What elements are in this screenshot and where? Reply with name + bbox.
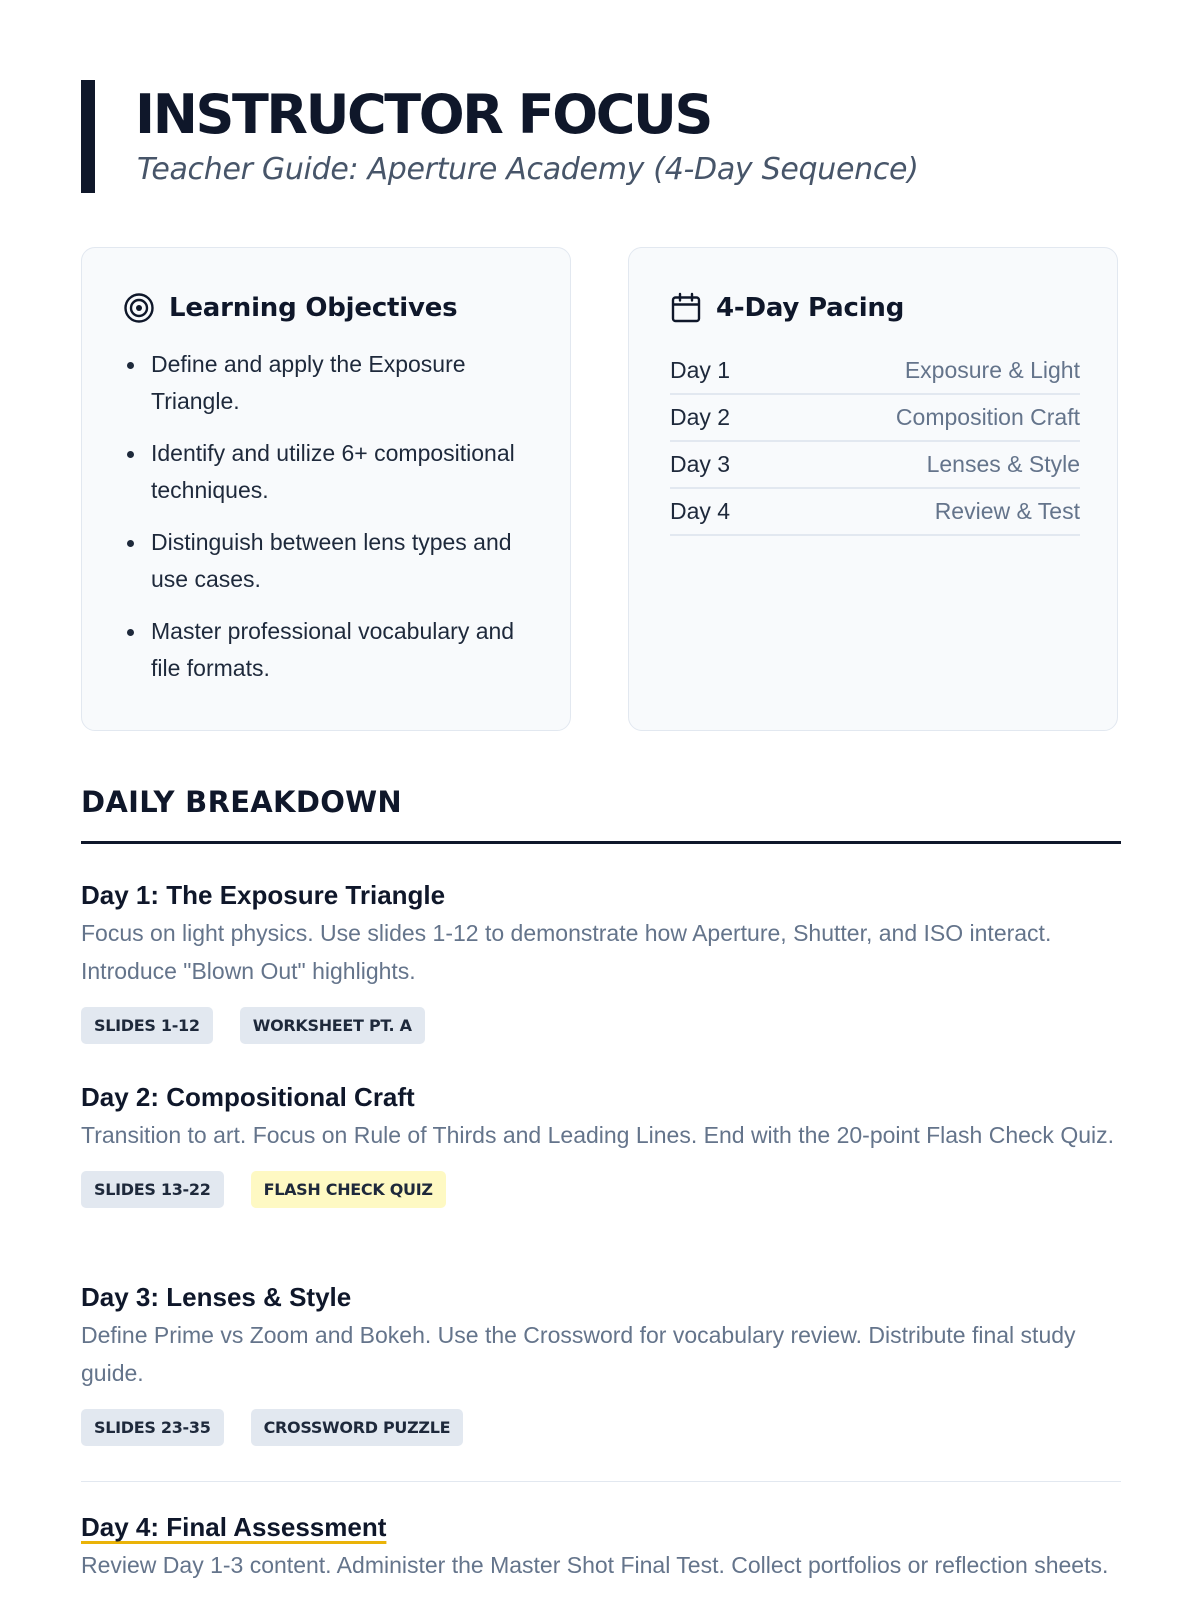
pacing-row: [670, 395, 1080, 442]
objectives-header: [123, 292, 457, 324]
objective-item: Identify and utilize 6+ compositional techniques.: [123, 435, 543, 509]
day-1-section: [81, 878, 1121, 1044]
resource-tag: SLIDES 23-35: [81, 1409, 224, 1446]
pacing-title: 4-Day Pacing: [716, 293, 905, 323]
day-title: Day 1: The Exposure Triangle: [81, 880, 446, 910]
day-tags: [81, 1007, 1121, 1044]
objective-item: Define and apply the Exposure Triangle.: [123, 346, 543, 420]
day-description: Focus on light physics. Use slides 1-12 to demonstrate how Aperture, Shutter, and ISO interact. Introduce "Blown Out" highlights.: [81, 920, 1052, 984]
day-title: Day 4: Final Assessment: [81, 1512, 387, 1542]
section-divider: [81, 841, 1121, 844]
pacing-row: [670, 442, 1080, 489]
pacing-day: Day 4: [670, 498, 731, 524]
day-divider: [81, 1481, 1121, 1482]
pacing-day: Day 3: [670, 451, 731, 477]
calendar-icon: [670, 292, 702, 324]
page-header: [81, 80, 1121, 192]
daily-breakdown-title: DAILY BREAKDOWN: [81, 785, 403, 819]
day-description: Transition to art. Focus on Rule of Thirds and Leading Lines. End with the 20-point Flash Check Quiz.: [81, 1122, 1115, 1148]
objective-item: Master professional vocabulary and file formats.: [123, 613, 543, 687]
pacing-topic: Lenses & Style: [926, 451, 1080, 477]
quiz-tag: FLASH CHECK QUIZ: [251, 1171, 446, 1208]
teacher-guide-page: [81, 80, 1121, 1578]
target-icon: [123, 292, 155, 324]
day-tags: [81, 1171, 1121, 1208]
page-subtitle: Teacher Guide: Aperture Academy (4-Day Sequence): [137, 152, 919, 187]
objectives-list: [123, 346, 543, 702]
pacing-topic: Composition Craft: [895, 404, 1080, 430]
day-2-section: [81, 1080, 1121, 1208]
overview-cards: [81, 247, 1121, 733]
resource-tag: WORKSHEET PT. A: [240, 1007, 425, 1044]
resource-tag: CROSSWORD PUZZLE: [251, 1409, 464, 1446]
resource-tag: SLIDES 13-22: [81, 1171, 224, 1208]
pacing-day: Day 1: [670, 357, 731, 383]
day-3-section: [81, 1280, 1121, 1446]
pacing-topic: Exposure & Light: [904, 357, 1080, 383]
pacing-row: [670, 489, 1080, 536]
day-title: Day 3: Lenses & Style: [81, 1282, 352, 1312]
objective-item: Distinguish between lens types and use cases.: [123, 524, 543, 598]
learning-objectives-card: [81, 247, 571, 731]
pacing-topic: Review & Test: [934, 498, 1080, 524]
pacing-day: Day 2: [670, 404, 731, 430]
pacing-header: [670, 292, 904, 324]
pacing-list: [670, 348, 1080, 536]
pacing-card: [628, 247, 1118, 731]
page-title: INSTRUCTOR FOCUS: [135, 83, 711, 146]
day-title: Day 2: Compositional Craft: [81, 1082, 415, 1112]
day-description: Review Day 1-3 content. Administer the Master Shot Final Test. Collect portfolios or reflection sheets.: [81, 1552, 1109, 1578]
day-4-section: [81, 1510, 1121, 1584]
day-description: Define Prime vs Zoom and Bokeh. Use the Crossword for vocabulary review. Distribute final study guide.: [81, 1322, 1076, 1386]
pacing-row: [670, 348, 1080, 395]
resource-tag: SLIDES 1-12: [81, 1007, 213, 1044]
objectives-title: Learning Objectives: [169, 293, 458, 323]
day-tags: [81, 1409, 1121, 1446]
header-accent-bar: [81, 80, 95, 193]
